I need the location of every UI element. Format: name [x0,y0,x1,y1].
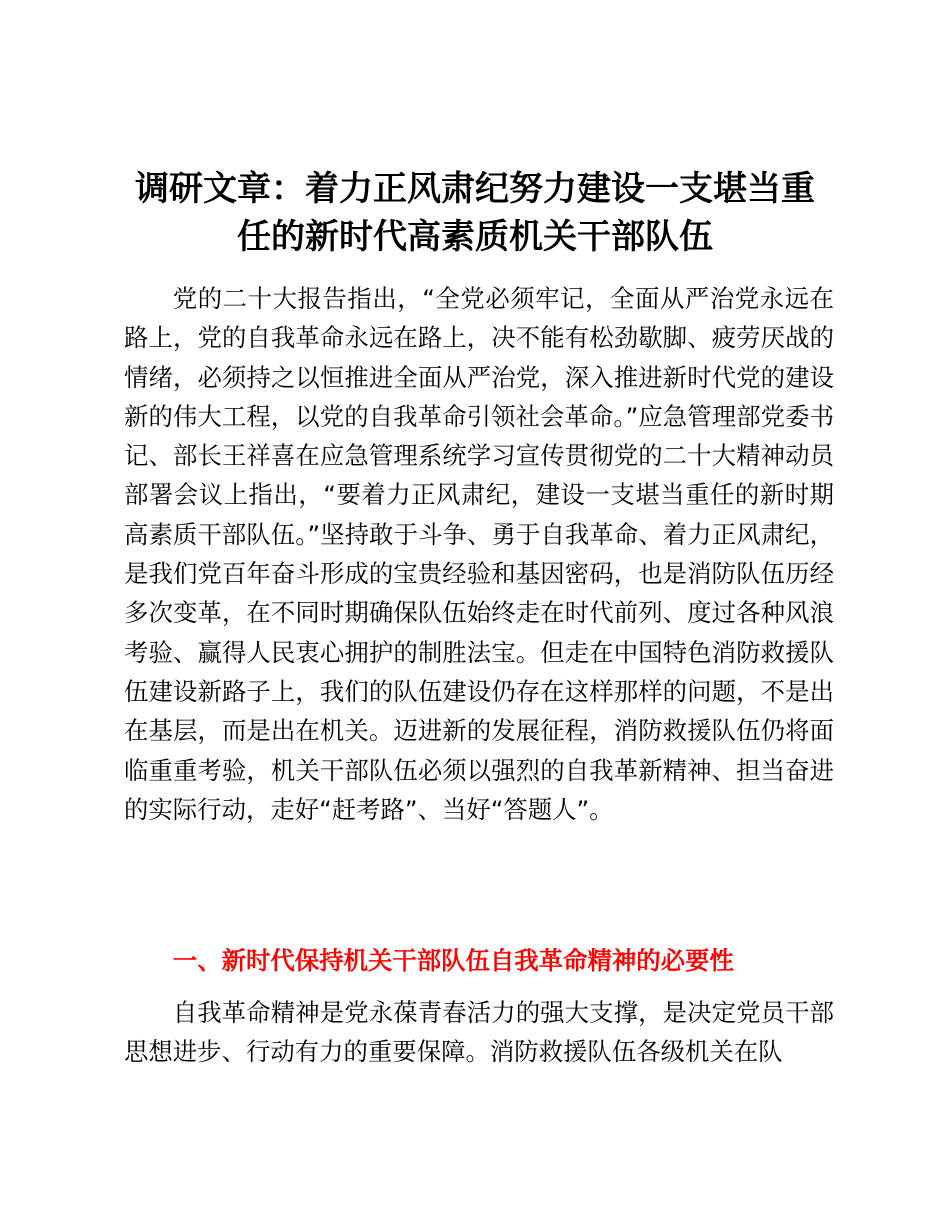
intro-paragraph: 党的二十大报告指出，“全党必须牢记，全面从严治党永远在路上，党的自我革命永远在路上，决不能有松劲歇脚、疲劳厌战的情绪，必须持之以恒推进全面从严治党，深入推进新时代党的建设新的伟大工程，以党的自我革命引领社会革命。”应急管理部党委书记、部长王祥喜在应急管理系统学习宣传贯彻党的二十大精神动员部署会议上指出，“要着力正风肃纪，建设一支堪当重任的新时期高素质干部队伍。”坚持敢于斗争、勇于自我革命、着力正风肃纪，是我们党百年奋斗形成的宝贵经验和基因密码，也是消防队伍历经多次变革，在不同时期确保队伍始终走在时代前列、度过各种风浪考验、赢得人民衷心拥护的制胜法宝。但走在中国特色消防救援队伍建设新路子上，我们的队伍建设仍存在这样那样的问题，不是出在基层，而是出在机关。迈进新的发展征程，消防救援队伍仍将面临重重考验，机关干部队伍必须以强烈的自我革新精神、担当奋进的实际行动，走好“赶考路”、当好“答题人”。 [124,284,834,824]
section-heading-1: 一、新时代保持机关干部队伍自我革命精神的必要性 [172,946,734,975]
section-1-paragraph: 自我革命精神是党永葆青春活力的强大支撑，是决定党员干部思想进步、行动有力的重要保障。消防救援队伍各级机关在队 [124,998,834,1067]
document-title: 调研文章：着力正风肃纪努力建设一支堪当重任的新时代高素质机关干部队伍 [135,169,815,257]
